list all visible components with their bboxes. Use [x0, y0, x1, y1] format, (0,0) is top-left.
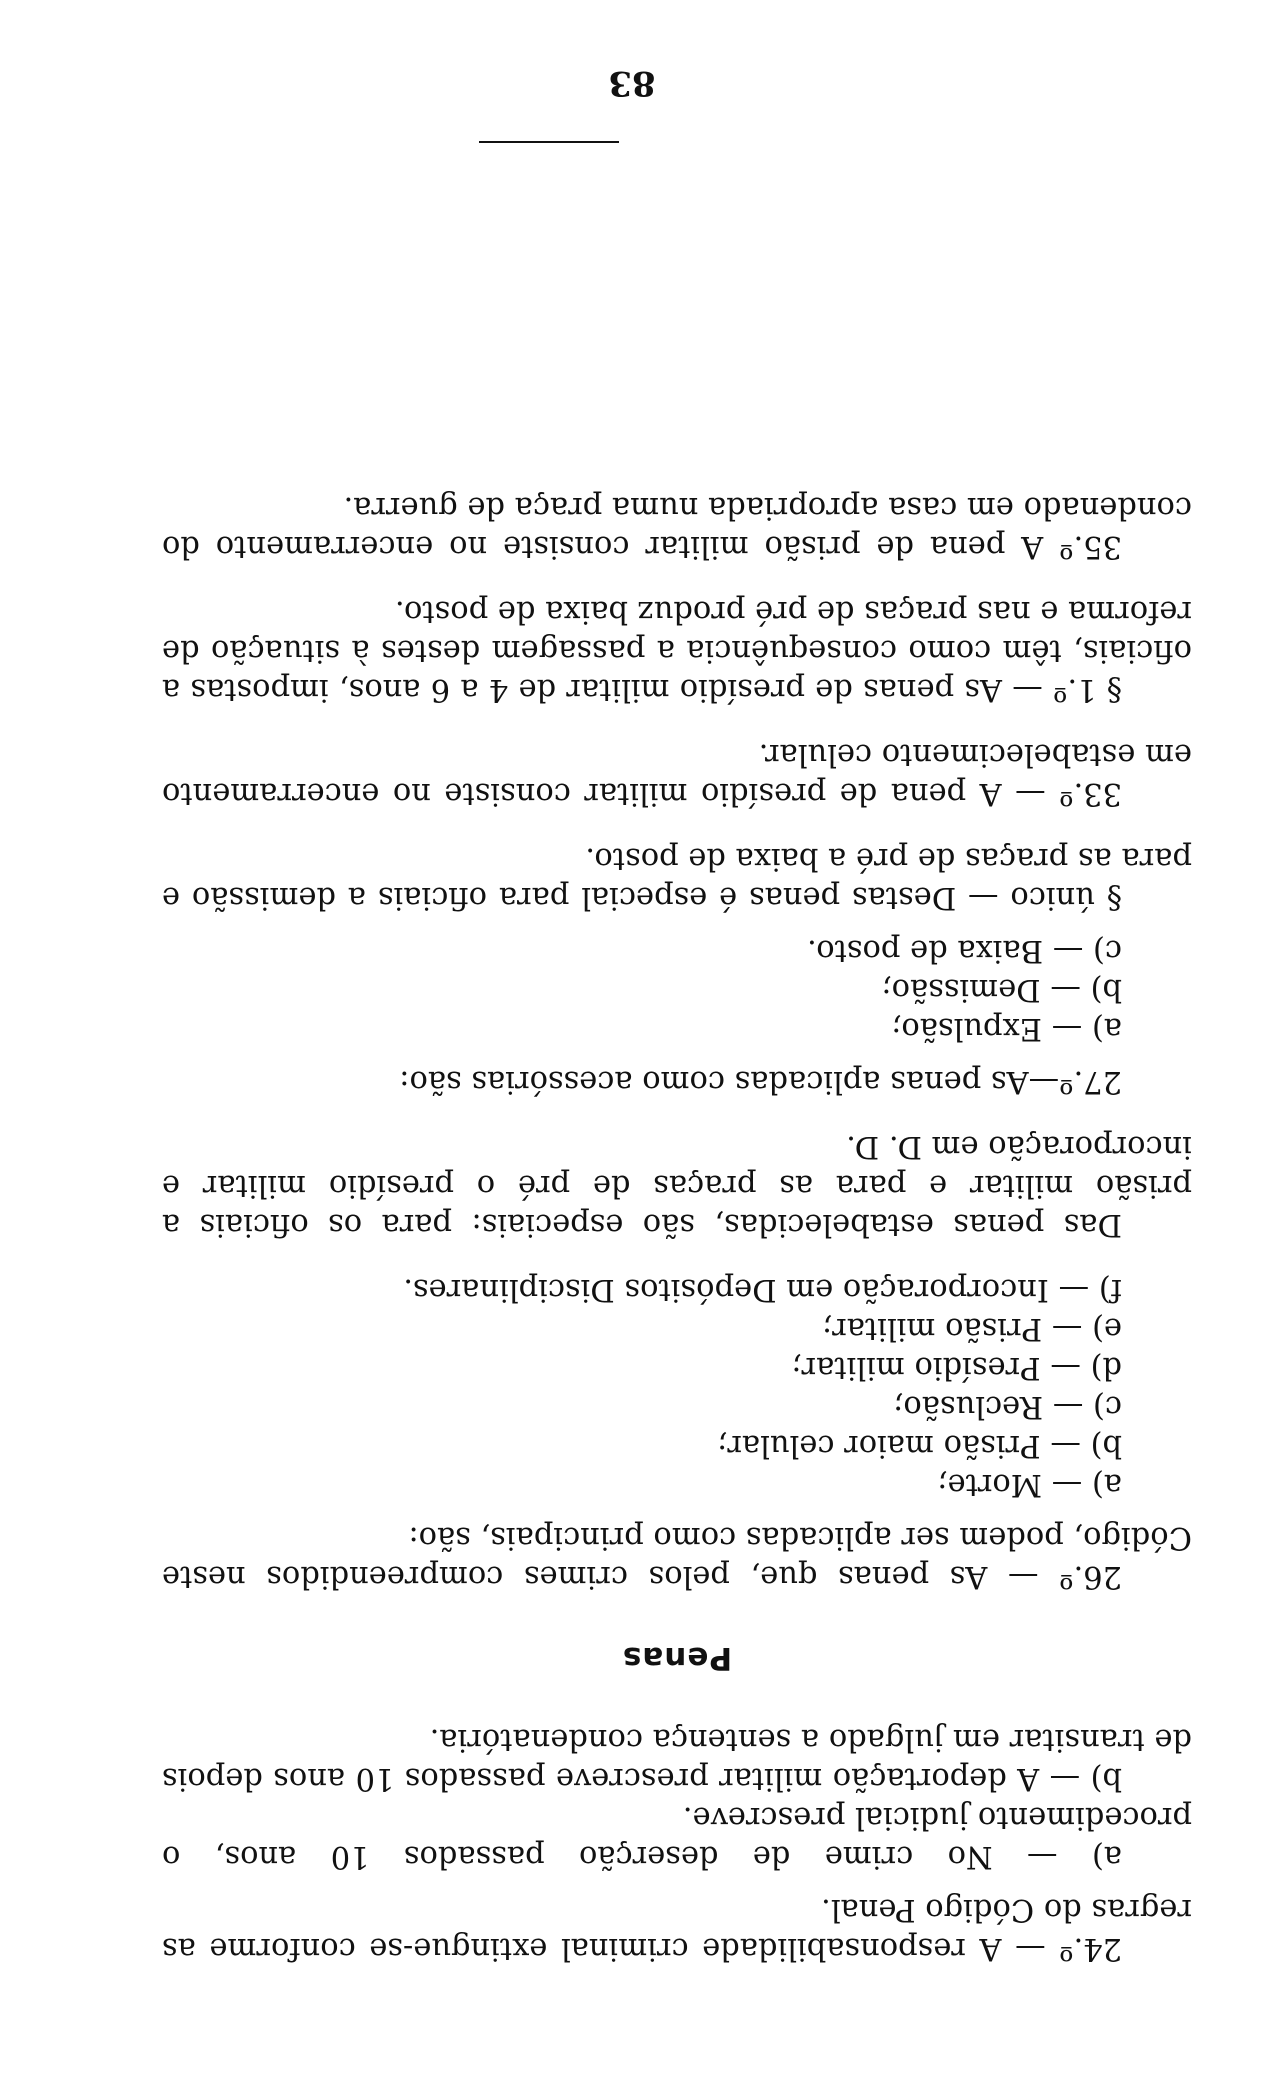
article-26-item-b: b) — Prisão maior celular;	[717, 1428, 1122, 1463]
section-heading-penas: Penas	[621, 1640, 733, 1676]
article-27-item-b: b) — Demissão;	[881, 972, 1122, 1007]
article-24: 24.º — A responsabilidade criminal extingue-se conforme as regras do Código Penal.	[162, 1892, 1192, 1966]
page-number: 83	[608, 63, 656, 103]
page-body	[162, 488, 1192, 1968]
article-26-item-c: c) — Reclusão;	[893, 1389, 1122, 1424]
article-27: 27.º—As penas aplicadas como acessórias são:	[399, 1064, 1122, 1099]
article-26-item-a: a) — Morte;	[937, 1467, 1122, 1502]
article-24-item-a: a) — No crime de deserção passados 10 anos, o procedimento judicial prescreve.	[162, 1800, 1192, 1874]
article-33: 33.º — A pena de presídio militar consiste no encerramento em estabelecimento celular.	[162, 737, 1192, 811]
footer-rule	[479, 141, 619, 143]
article-26-item-f: f) — Incorporação em Depósitos Disciplinares.	[403, 1272, 1122, 1307]
article-35: 35.º A pena de prisão militar consiste no encerramento do condenado em casa apropriada numa praça de guerra.	[162, 490, 1192, 564]
article-26-item-d: d) — Presídio militar;	[791, 1350, 1122, 1385]
article-27-single-paragraph: § único — Destas penas é especial para oficiais a demissão e para as praças de pré a baixa de posto.	[162, 841, 1192, 915]
article-26: 26.º — As penas que, pelos crimes compreendidos neste Código, podem ser aplicadas como principais, são:	[162, 1520, 1192, 1594]
article-33-paragraph-1: § 1.º — As penas de presídio militar de 4 a 6 anos, impostas a oficiais, têm como consequência a passagem destes à situação de reforma e nas praças de pré produz baixa de posto.	[162, 594, 1192, 707]
special-penalties-paragraph: Das penas estabelecidas, são especiais: para os oficiais a prisão militar e para as praças de pré o presídio militar e incorporação em D. D.	[162, 1129, 1192, 1242]
article-26-item-e: e) — Prisão militar;	[821, 1311, 1122, 1346]
article-24-item-b: b) — A deportação militar prescreve passados 10 anos depois de transitar em julgado a sentença condenatória.	[162, 1722, 1192, 1796]
article-27-item-a: a) — Expulsão;	[891, 1011, 1122, 1046]
article-27-item-c: c) — Baixa de posto.	[807, 933, 1122, 968]
